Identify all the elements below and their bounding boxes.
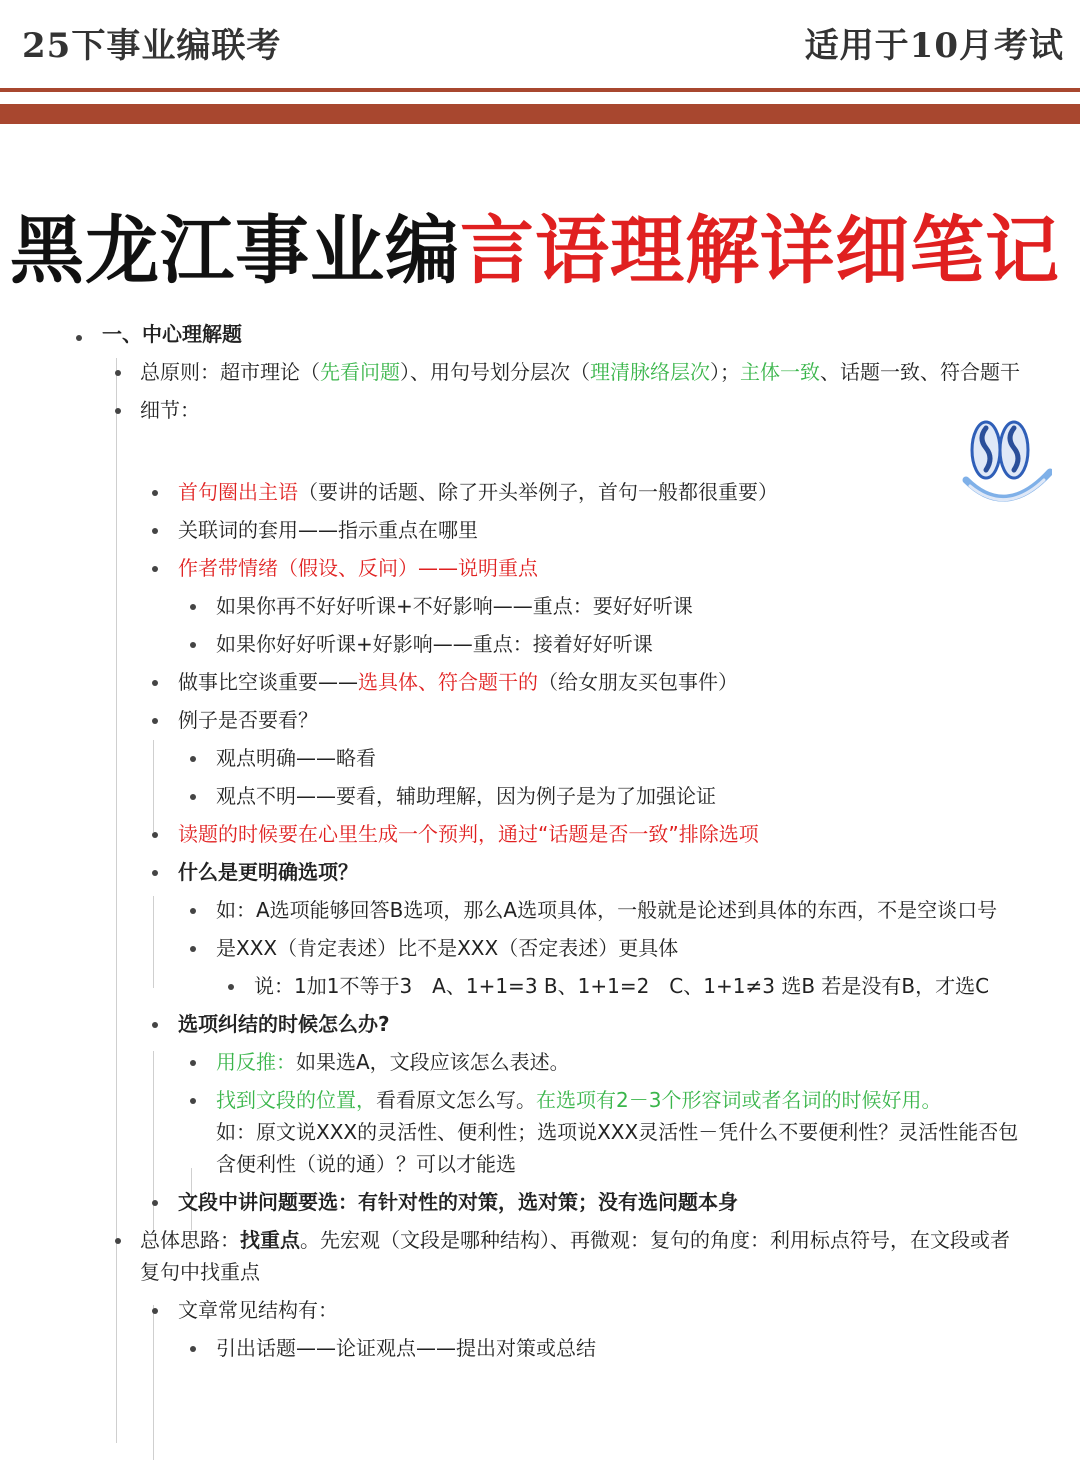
text: 看看原文怎么写。: [376, 1088, 536, 1112]
list-item: [0, 894, 1020, 926]
list-item: [0, 1332, 1020, 1364]
bullet: [190, 642, 196, 648]
bullet: [152, 680, 158, 686]
list-item: [0, 970, 1020, 1002]
detail-3: 作者带情绪（假设、反问）——说明重点: [178, 556, 538, 580]
text: （给女朋友买包事件）: [538, 670, 738, 694]
text: 总体思路：: [140, 1228, 240, 1252]
highlight-red: 选具体、符合题干的: [358, 670, 538, 694]
title-part-red: 言语理解详细笔记: [460, 208, 1060, 294]
detail-8: 选项纠结的时候怎么办?: [178, 1012, 390, 1036]
detail-7: 什么是更明确选项？: [178, 860, 358, 884]
text: 。先宏观（文段是哪种结构）、再微观：复句的角度：利用标点符号，在文段或者复句中找重点: [140, 1228, 1010, 1284]
list-item: [0, 1186, 1020, 1218]
detail-3a: 如果你再不好好听课+不好影响——重点：要好好听课: [216, 594, 693, 618]
text: 总原则：超市理论（: [140, 360, 320, 384]
list-item: [0, 590, 1020, 622]
list-item: [0, 1294, 1020, 1326]
list-item: [0, 394, 1020, 426]
bullet: [152, 1200, 158, 1206]
title-part-black: 黑龙江事业编: [10, 208, 460, 294]
bullet: [152, 1022, 158, 1028]
highlight-green: 在选项有2－3个形容词或者名词的时候好用。: [536, 1088, 942, 1112]
bullet: [190, 794, 196, 800]
bullet: [190, 604, 196, 610]
header-left-label: 25下事业编联考: [22, 26, 282, 66]
text: （要讲的话题、除了开头举例子，首句一般都很重要）: [298, 480, 778, 504]
detail-2: 关联词的套用——指示重点在哪里: [178, 518, 478, 542]
list-item: [0, 628, 1020, 660]
text: 做事比空谈重要——: [178, 670, 358, 694]
details-label: 细节：: [140, 398, 200, 422]
detail-9: 文段中讲问题要选：有针对性的对策，选对策；没有选问题本身: [178, 1190, 738, 1214]
highlight-green: 找到文段的位置，: [216, 1088, 376, 1112]
list-item: [0, 780, 1020, 812]
highlight-red: 首句圈出主语: [178, 480, 298, 504]
highlight-green: 用反推：: [216, 1050, 296, 1074]
detail-8a: [216, 1046, 1020, 1078]
text: 如果选A，文段应该怎么表述。: [296, 1050, 570, 1074]
bullet: [152, 490, 158, 496]
bullet: [190, 1098, 196, 1104]
bullet: [115, 408, 121, 414]
bold-text: 找重点: [240, 1228, 300, 1252]
bullet: [115, 370, 121, 376]
list-item: [0, 356, 1020, 388]
detail-7b1: 说：1加1不等于3 A、1+1=3 B、1+1=2 C、1+1≠3 选B 若是没有B，才选C: [254, 974, 990, 998]
detail-6: 读题的时候要在心里生成一个预判，通过“话题是否一致”排除选项: [178, 822, 759, 846]
page-title: [10, 206, 1060, 296]
detail-8b: [216, 1084, 1020, 1180]
highlight-green: 主体一致: [740, 360, 820, 384]
list-item: [0, 1224, 1020, 1288]
list-item: [0, 552, 1020, 584]
list-item: [0, 742, 1020, 774]
notes-outline: [0, 318, 1080, 1360]
list-item: [0, 318, 1080, 426]
overall-approach: [140, 1224, 1020, 1288]
bullet: [152, 718, 158, 724]
list-item: [0, 476, 1020, 508]
detail-1: [178, 476, 1020, 508]
list-item: [0, 932, 1020, 964]
bullet: [76, 335, 82, 341]
detail-3b: 如果你好好听课+好影响——重点：接着好好听课: [216, 632, 653, 656]
bullet: [228, 984, 234, 990]
list-item: [0, 1008, 1020, 1040]
text: ）、用句号划分层次（: [400, 360, 590, 384]
bullet: [152, 566, 158, 572]
list-item: [0, 704, 1020, 736]
detail-5b: 观点不明——要看，辅助理解，因为例子是为了加强论证: [216, 784, 716, 808]
bullet: [152, 870, 158, 876]
detail-5: 例子是否要看？: [178, 708, 318, 732]
detail-5a: 观点明确——略看: [216, 746, 376, 770]
list-item: [0, 856, 1020, 888]
bullet: [190, 946, 196, 952]
bullet: [190, 756, 196, 762]
highlight-green: 先看问题: [320, 360, 400, 384]
section-heading: 一、中心理解题: [102, 322, 242, 346]
bullet: [190, 908, 196, 914]
bullet: [152, 1308, 158, 1314]
highlight-green: 理清脉络层次: [590, 360, 710, 384]
list-item: [0, 818, 1020, 850]
bullet: [152, 528, 158, 534]
header-rule-thin: [0, 88, 1080, 92]
bullet: [152, 832, 158, 838]
list-item: [0, 1084, 1020, 1180]
detail-7b: 是XXX（肯定表述）比不是XXX（否定表述）更具体: [216, 936, 679, 960]
detail-7a: 如：A选项能够回答B选项，那么A选项具体，一般就是论述到具体的东西，不是空谈口号: [216, 898, 998, 922]
principle-text: [140, 356, 1020, 388]
list-item: [0, 1046, 1020, 1078]
structure-label: 文章常见结构有：: [178, 1298, 338, 1322]
text: 如：原文说XXX的灵活性、便利性；选项说XXX灵活性－凭什么不要便利性？灵活性能否包含便利性（说的通）？可以才能选: [216, 1120, 1019, 1176]
structure-1: 引出话题——论证观点——提出对策或总结: [216, 1336, 596, 1360]
text: ）；: [710, 360, 740, 384]
bullet: [190, 1060, 196, 1066]
text: 、话题一致、符合题干: [820, 360, 1020, 384]
header-right-label: 适用于10月考试: [804, 26, 1064, 66]
bullet: [115, 1238, 121, 1244]
list-item: [0, 666, 1020, 698]
header-rule-thick: [0, 104, 1080, 124]
list-item: [0, 514, 1020, 546]
detail-4: [178, 666, 1020, 698]
header: [0, 0, 1080, 90]
bullet: [190, 1346, 196, 1352]
indent-guide: [153, 1305, 154, 1460]
